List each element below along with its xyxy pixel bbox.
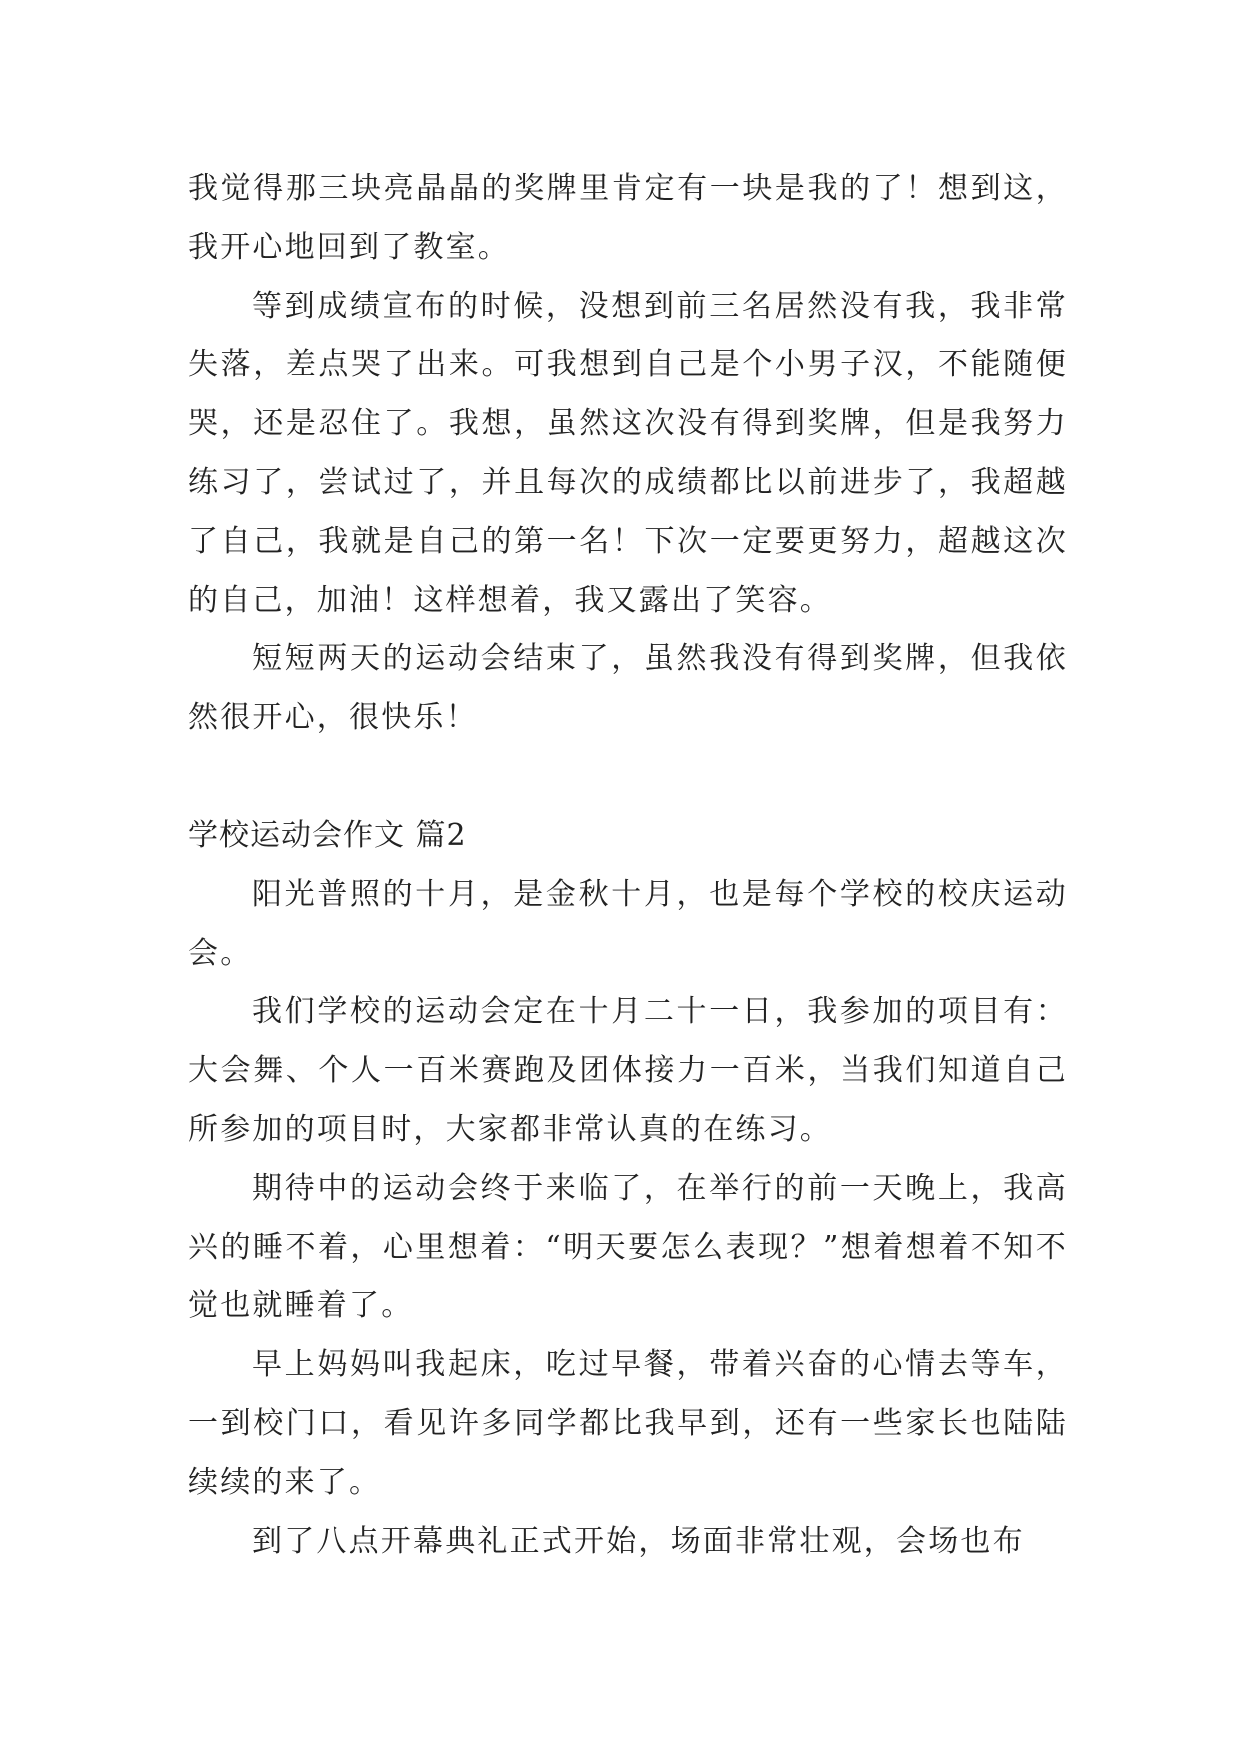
document-body bbox=[188, 160, 1068, 1571]
paragraph: 阳光普照的十月，是金秋十月，也是每个学校的校庆运动会。 bbox=[188, 876, 1068, 971]
paragraph: 到了八点开幕典礼正式开始，场面非常壮观，会场也布 bbox=[252, 1523, 1025, 1559]
section-heading: 学校运动会作文 篇2 bbox=[188, 817, 467, 853]
section-gap bbox=[188, 748, 1068, 807]
paragraph: 我觉得那三块亮晶晶的奖牌里肯定有一块是我的了！想到这，我开心地回到了教室。 bbox=[188, 171, 1068, 265]
paragraph: 等到成绩宣布的时候，没想到前三名居然没有我，我非常失落，差点哭了出来。可我想到自己是个小男子汉，不能随便哭，还是忍住了。我想，虽然这次没有得到奖牌，但是我努力练习了，尝试过了，并且每次的成绩都比以前进步了，我超越了自己，我就是自己的第一名！下次一定要更努力，超越这次的自己，加油！这样想着，我又露出了笑容。 bbox=[188, 288, 1068, 618]
paragraph: 期待中的运动会终于来临了，在举行的前一天晚上，我高兴的睡不着，心里想着：“明天要怎么表现？”想着想着不知不觉也就睡着了。 bbox=[188, 1170, 1068, 1324]
paragraph: 早上妈妈叫我起床，吃过早餐，带着兴奋的心情去等车，一到校门口，看见许多同学都比我早到，还有一些家长也陆陆续续的来了。 bbox=[188, 1347, 1068, 1500]
paragraph: 我们学校的运动会定在十月二十一日，我参加的项目有：大会舞、个人一百米赛跑及团体接力一百米，当我们知道自己所参加的项目时，大家都非常认真的在练习。 bbox=[188, 994, 1068, 1147]
paragraph: 短短两天的运动会结束了，虽然我没有得到奖牌，但我依然很开心，很快乐！ bbox=[188, 641, 1068, 736]
